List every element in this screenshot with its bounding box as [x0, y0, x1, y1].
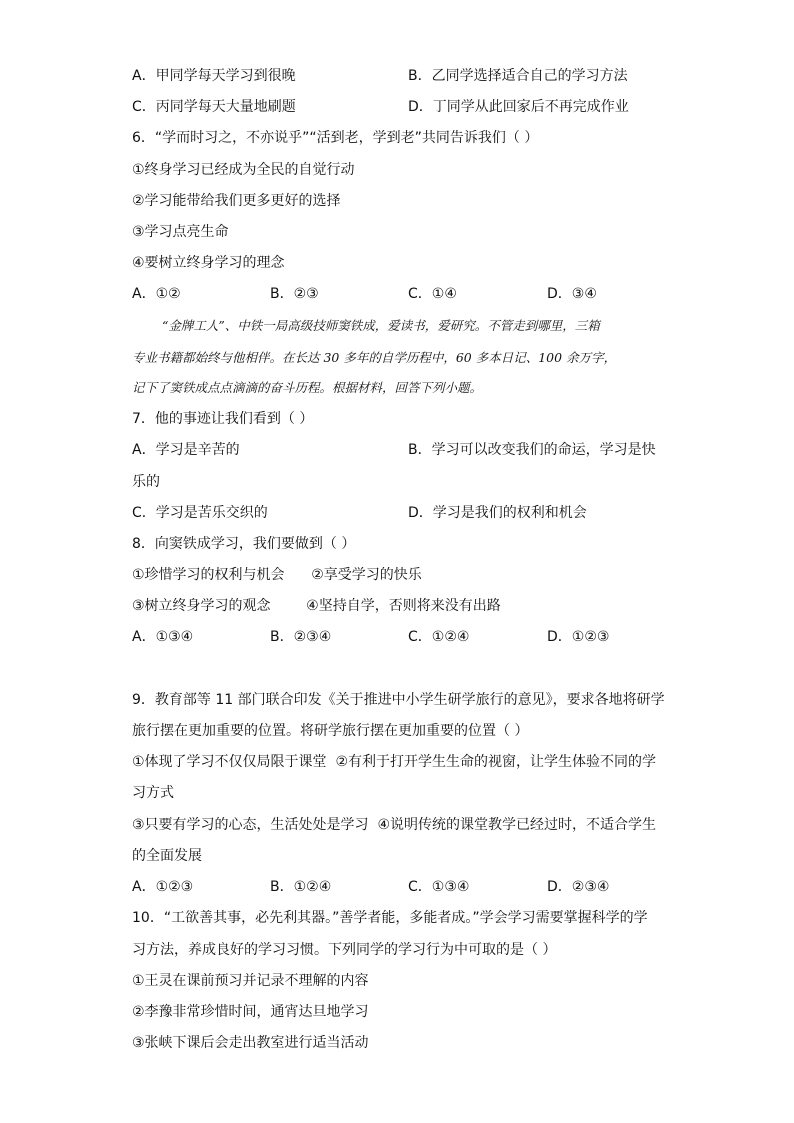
q9-statements-1-2: ①体现了学习不仅仅局限于课堂 ②有利于打开学生生命的视窗，让学生体验不同的学	[132, 754, 656, 770]
q9-statements-1-2-continued: 习方式	[132, 785, 174, 801]
q6-option-a: A．①②	[132, 286, 181, 302]
q9-stem-line-2: 旅行摆在更加重要的位置。将研学旅行摆在更加重要的位置（ ）	[132, 723, 529, 739]
material-line-1: “金牌工人”、中铁一局高级技师窦铁成，爱读书，爱研究。不管走到哪里，三箱	[162, 318, 600, 333]
q7-option-c: C．学习是苦乐交织的	[132, 505, 268, 521]
q6-option-c: C．①④	[408, 286, 457, 302]
material-line-3: 记下了窦铁成点点滴滴的奋斗历程。根据材料，回答下列小题。	[132, 380, 483, 395]
q5-option-b: B．乙同学选择适合自己的学习方法	[408, 68, 628, 84]
q8-stem: 8．向窦铁成学习，我们要做到（ ）	[132, 536, 356, 552]
q9-option-d: D．②③④	[547, 879, 610, 895]
q7-stem: 7．他的事迹让我们看到（ ）	[132, 411, 314, 427]
q8-statements-1-2: ①珍惜学习的权利与机会 ②享受学习的快乐	[132, 567, 422, 583]
q5-option-c: C．丙同学每天大量地刷题	[132, 99, 296, 115]
q7-option-b-continued: 乐的	[132, 474, 160, 490]
q9-statements-3-4: ③只要有学习的心态，生活处处是学习 ④说明传统的课堂教学已经过时，不适合学生	[132, 817, 656, 833]
q10-stem-line-2: 习方法，养成良好的学习习惯。下列同学的学习行为中可取的是（ ）	[132, 942, 557, 958]
q7-option-a: A．学习是辛苦的	[132, 442, 240, 458]
q9-option-a: A．①②③	[132, 879, 194, 895]
q9-stem-line-1: 9．教育部等 11 部门联合印发《关于推进中小学生研学旅行的意见》，要求各地将研学	[132, 692, 665, 708]
q7-option-b: B．学习可以改变我们的命运，学习是快	[408, 442, 656, 458]
q6-statement-3: ③学习点亮生命	[132, 224, 229, 240]
q8-option-a: A．①③④	[132, 629, 194, 645]
q5-option-a: A．甲同学每天学习到很晚	[132, 68, 296, 84]
q5-option-d: D．丁同学从此回家后不再完成作业	[408, 99, 629, 115]
q6-statement-4: ④要树立终身学习的理念	[132, 255, 285, 271]
q6-statement-1: ①终身学习已经成为全民的自觉行动	[132, 162, 355, 178]
q8-statements-3-4: ③树立终身学习的观念 ④坚持自学，否则将来没有出路	[132, 598, 501, 614]
q6-option-d: D．③④	[547, 286, 597, 302]
q8-option-b: B．②③④	[270, 629, 332, 645]
q10-statement-3: ③张峡下课后会走出教室进行适当活动	[132, 1035, 369, 1051]
q10-statement-2: ②李豫非常珍惜时间，通宵达旦地学习	[132, 1004, 369, 1020]
q9-option-c: C．①③④	[408, 879, 470, 895]
material-line-2: 专业书籍都始终与他相伴。在长达 30 多年的自学历程中，60 多本日记、100 余万字，	[132, 350, 617, 365]
q6-stem: 6．“学而时习之，不亦说乎”“活到老，学到老”共同告诉我们（ ）	[132, 130, 539, 146]
q7-option-d: D．学习是我们的权利和机会	[408, 505, 587, 521]
q10-statement-1: ①王灵在课前预习并记录不理解的内容	[132, 973, 369, 989]
q10-stem-line-1: 10．“工欲善其事，必先利其器。”善学者能，多能者成。”学会学习需要掌握科学的学	[132, 910, 648, 926]
q8-option-d: D．①②③	[547, 629, 610, 645]
q6-statement-2: ②学习能带给我们更多更好的选择	[132, 193, 341, 209]
q6-option-b: B．②③	[270, 286, 319, 302]
q8-option-c: C．①②④	[408, 629, 470, 645]
q9-statements-3-4-continued: 的全面发展	[132, 848, 202, 864]
q9-option-b: B．①②④	[270, 879, 332, 895]
